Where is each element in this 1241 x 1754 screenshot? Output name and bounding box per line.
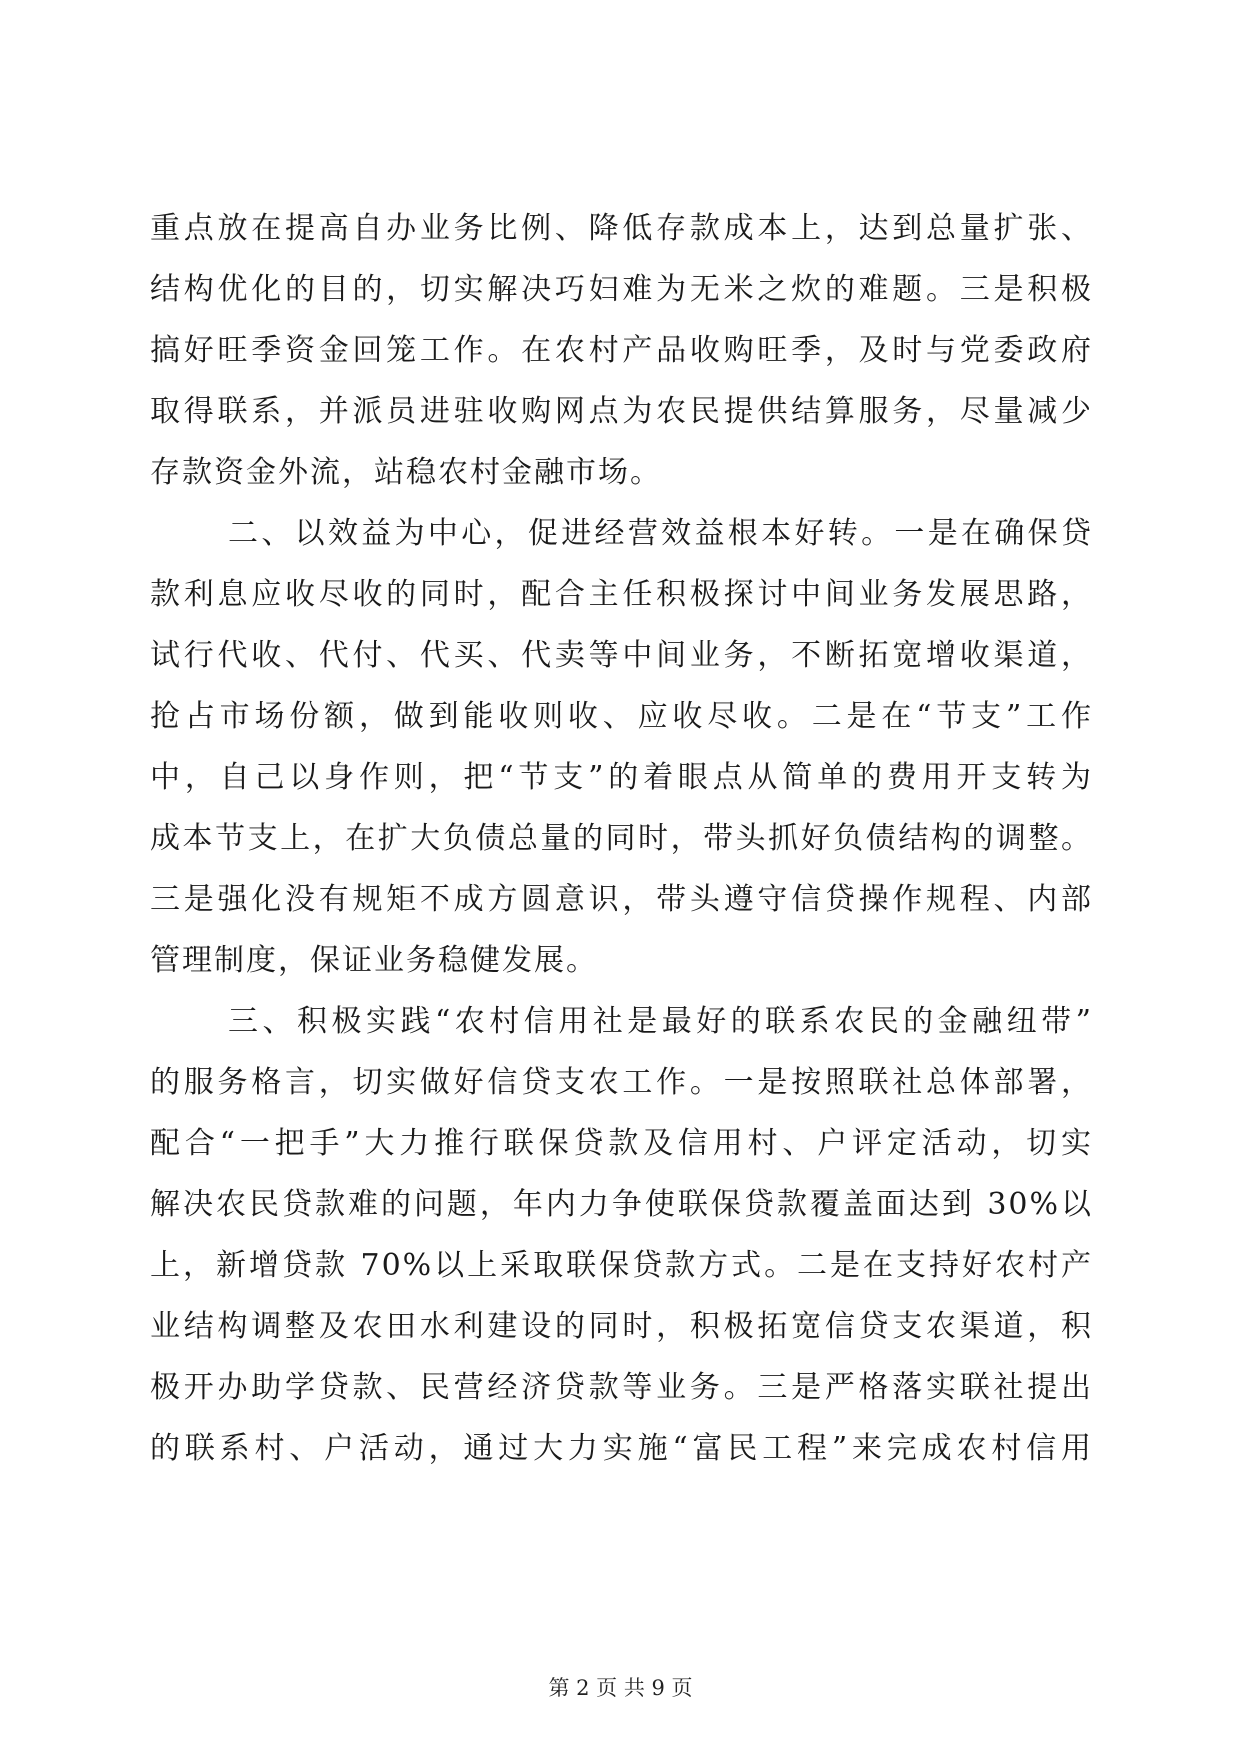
text-line: 结构优化的目的，切实解决巧妇难为无米之炊的难题。三是积极 bbox=[150, 272, 1093, 307]
document-body bbox=[150, 198, 1093, 1479]
text-line: 抢占市场份额，做到能收则收、应收尽收。二是在“节支”工作 bbox=[150, 699, 1093, 734]
text-line: 二、以效益为中心，促进经营效益根本好转。一是在确保贷 bbox=[228, 516, 1093, 551]
text-line: 配合“一把手”大力推行联保贷款及信用村、户评定活动，切实 bbox=[150, 1126, 1093, 1161]
text-line: 搞好旺季资金回笼工作。在农村产品收购旺季，及时与党委政府 bbox=[150, 333, 1093, 368]
text-line: 三、积极实践“农村信用社是最好的联系农民的金融纽带” bbox=[228, 1004, 1093, 1039]
text-line: 重点放在提高自办业务比例、降低存款成本上，达到总量扩张、 bbox=[150, 211, 1093, 246]
text-line: 款利息应收尽收的同时，配合主任积极探讨中间业务发展思路， bbox=[150, 577, 1093, 612]
text-line: 存款资金外流，站稳农村金融市场。 bbox=[150, 455, 662, 490]
paragraph bbox=[150, 198, 1093, 503]
text-line: 业结构调整及农田水利建设的同时，积极拓宽信贷支农渠道，积 bbox=[150, 1309, 1093, 1344]
text-line: 取得联系，并派员进驻收购网点为农民提供结算服务，尽量减少 bbox=[150, 394, 1093, 429]
page-number-footer: 第 2 页 共 9 页 bbox=[548, 1676, 693, 1700]
paragraph bbox=[150, 991, 1093, 1479]
text-line: 的联系村、户活动，通过大力实施“富民工程”来完成农村信用 bbox=[150, 1431, 1093, 1466]
text-line: 极开办助学贷款、民营经济贷款等业务。三是严格落实联社提出 bbox=[150, 1370, 1093, 1405]
text-line: 的服务格言，切实做好信贷支农工作。一是按照联社总体部署， bbox=[150, 1065, 1093, 1100]
text-line: 三是强化没有规矩不成方圆意识，带头遵守信贷操作规程、内部 bbox=[150, 882, 1093, 917]
text-line: 解决农民贷款难的问题，年内力争使联保贷款覆盖面达到 30%以 bbox=[150, 1187, 1093, 1222]
text-line: 管理制度，保证业务稳健发展。 bbox=[150, 943, 598, 978]
paragraph bbox=[150, 503, 1093, 991]
text-line: 中，自己以身作则，把“节支”的着眼点从简单的费用开支转为 bbox=[150, 760, 1093, 795]
text-line: 试行代收、代付、代买、代卖等中间业务，不断拓宽增收渠道， bbox=[150, 638, 1093, 673]
text-line: 上，新增贷款 70%以上采取联保贷款方式。二是在支持好农村产 bbox=[150, 1248, 1093, 1283]
text-line: 成本节支上，在扩大负债总量的同时，带头抓好负债结构的调整。 bbox=[150, 821, 1093, 856]
